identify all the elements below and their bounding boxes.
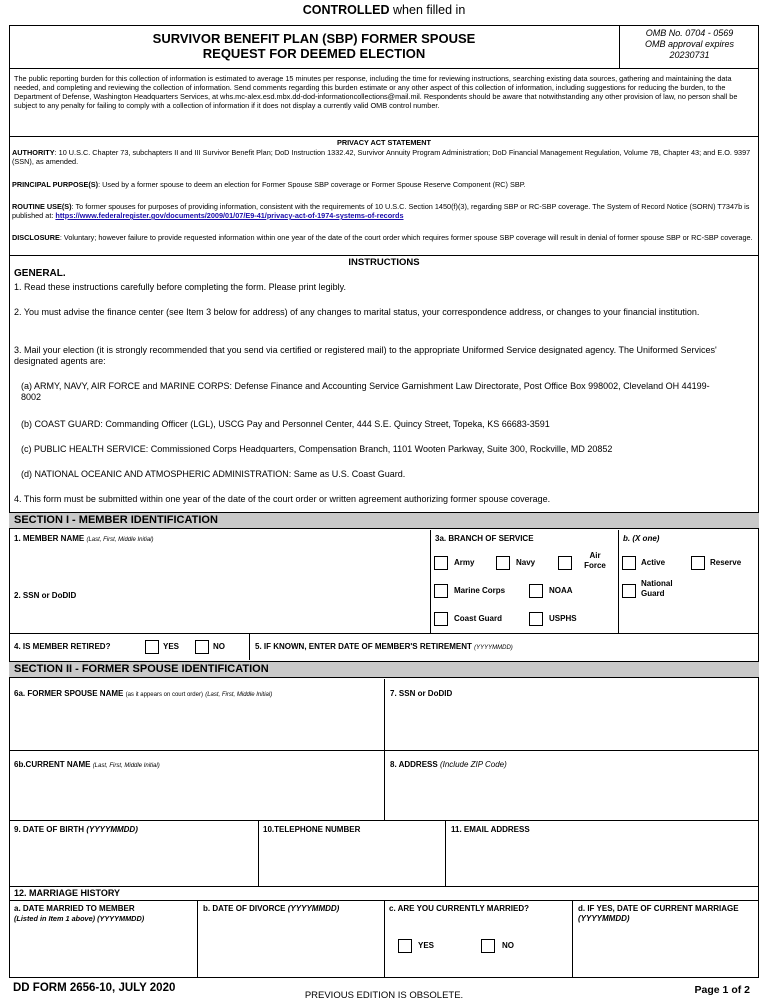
authority-text: : 10 U.S.C. Chapter 73, subchapters II and III Survivor Benefit Plan; DoD Instruction 1332.42, Survivor Annuity Program Administration; DoD Financial Management Regulation, Volume 7B, Chapter 43; and E.O. 9397 (SSN), as amended. (12, 148, 751, 166)
coast-guard-label: Coast Guard (454, 614, 503, 623)
omb-date: 20230731 (669, 50, 710, 60)
ssn-field[interactable] (14, 603, 424, 631)
divider (9, 68, 759, 69)
dob-label (14, 825, 138, 835)
obsolete-notice: PREVIOUS EDITION IS OBSOLETE. (304, 990, 464, 1001)
purpose-text: : Used by a former spouse to deem an election for Former Spouse SBP coverage or Former Spouse Reserve Component (RC) SBP. (98, 180, 526, 189)
marriage-history-label: 12. MARRIAGE HISTORY (14, 888, 121, 898)
currently-married-label: c. ARE YOU CURRENTLY MARRIED? (389, 904, 530, 913)
general-heading: GENERAL. (14, 268, 66, 279)
omb-number: OMB No. 0704 - 0569 (645, 28, 734, 38)
date-married-field[interactable] (14, 926, 194, 976)
divider (618, 530, 619, 633)
sorn-link[interactable]: https://www.federalregister.gov/documents/2009/01/07/E9-41/privacy-act-of-1974-systems-of-records (55, 211, 404, 220)
army-checkbox[interactable] (434, 556, 448, 570)
ssn-label: 2. SSN or DoDID (14, 591, 77, 600)
air-force-checkbox[interactable] (558, 556, 572, 570)
instruction-4: 4. This form must be submitted within one year of the date of the court order or written agreement authorizing former spouse coverage. (14, 494, 551, 504)
navy-label: Navy (516, 558, 536, 567)
controlled-banner (0, 3, 768, 17)
disclosure-label: DISCLOSURE (12, 233, 60, 242)
phone-field[interactable] (263, 838, 441, 883)
disclosure-text: : Voluntary; however failure to provide requested information within one year of the date of the court order which requires former spouse SBP coverage will result in denial of former spouse SBP or RC-SBP coverage. (59, 233, 753, 242)
divider (258, 820, 259, 886)
title-line-2: REQUEST FOR DEEMED ELECTION (202, 46, 426, 61)
purpose-label: PRINCIPAL PURPOSE(S) (12, 180, 99, 189)
noaa-label: NOAA (549, 586, 573, 595)
national-guard-checkbox[interactable] (622, 584, 636, 598)
address-field[interactable] (390, 773, 755, 818)
instruction-3c: (c) PUBLIC HEALTH SERVICE: Commissioned Corps Headquarters, Compensation Branch, 1101 Wooten Parkway, Suite 300, Rockville, MD 20852 (21, 444, 613, 454)
retired-label: 4. IS MEMBER RETIRED? (14, 642, 111, 651)
routine-text: : To former spouses for purposes of providing information, consistent with the requirements of 10 U.S.C. Section 1450(f)(3), regarding SBP or RC-SBP coverage. The System of Record Notice (SORN) T7347b is published at: (12, 202, 750, 220)
member-name-label (14, 534, 154, 545)
instructions-heading: INSTRUCTIONS (348, 257, 420, 268)
national-guard-label: National Guard (641, 579, 673, 598)
member-name-field[interactable] (14, 547, 424, 579)
privacy-routine (12, 202, 756, 220)
active-checkbox[interactable] (622, 556, 636, 570)
dob-field[interactable] (14, 838, 254, 883)
privacy-purpose (12, 180, 756, 189)
controlled-label: CONTROLLED (302, 3, 390, 17)
usphs-label: USPHS (549, 614, 577, 623)
member-name-hint: (Last, First, Middle Initial) (86, 537, 154, 543)
retired-no-checkbox[interactable] (195, 640, 209, 654)
section-1-title: SECTION I - MEMBER IDENTIFICATION (14, 514, 218, 526)
controlled-suffix: when filled in (393, 3, 466, 17)
email-label: 11. EMAIL ADDRESS (451, 825, 530, 834)
fs-name-label (14, 689, 272, 700)
reserve-checkbox[interactable] (691, 556, 705, 570)
retire-date-caption: 5. IF KNOWN, ENTER DATE OF MEMBER'S RETIREMENT (255, 642, 472, 651)
instruction-2: 2. You must advise the finance center (see Item 3 below for address) of any changes to marital status, your correspondence address, or changes to your financial institution. (14, 307, 700, 317)
reserve-label: Reserve (710, 558, 742, 567)
current-name-field[interactable] (14, 773, 379, 818)
burden-statement: The public reporting burden for this collection of information is estimated to average 15 minutes per response, including the time for reviewing instructions, searching existing data sources, gathering and maintaining the data needed, and completing and reviewing the collection of information. Send comments regarding this burden estimate or any other aspect of this collection of information, including suggestions for reducing the burden, to the Department of Defense, Washington Headquarters Services, at whs.mc-alex.esd.mbx.dd-dod-informationcollections@mail.mil. Respondents should be aware that notwithstanding any other provision of law, no person shall be subject to any penalty for failing to comply with a collection of information if it does not display a currently valid OMB control number. (14, 74, 738, 110)
address-label (390, 760, 507, 770)
retire-date-hint: (YYYYMMDD) (474, 645, 513, 651)
married-no-label: NO (502, 941, 514, 950)
married-yes-checkbox[interactable] (398, 939, 412, 953)
divider (9, 886, 759, 887)
date-married-hint: (Listed in Item 1 above) (YYYYMMDD) (14, 914, 145, 923)
branch-label: 3a. BRANCH OF SERVICE (435, 534, 534, 543)
privacy-authority (12, 148, 756, 166)
retired-no-label: NO (213, 642, 225, 651)
instruction-1: 1. Read these instructions carefully before completing the form. Please print legibly. (14, 282, 347, 292)
status-label: b. (X one) (623, 534, 660, 543)
instruction-3: 3. Mail your election (it is strongly recommended that you send via certified or registered mail) to the appropriate Uniformed Service designated agency. The Uniformed Services' designated agents are: (14, 345, 717, 366)
current-marriage-field[interactable] (578, 930, 754, 976)
current-name-caption: 6b.CURRENT NAME (14, 760, 91, 769)
phone-label: 10.TELEPHONE NUMBER (263, 825, 361, 834)
section-2-title: SECTION II - FORMER SPOUSE IDENTIFICATION (14, 663, 269, 675)
routine-label: ROUTINE USE(S) (12, 202, 72, 211)
married-yes-label: YES (418, 941, 435, 950)
coast-guard-checkbox[interactable] (434, 612, 448, 626)
address-caption: 8. ADDRESS (390, 760, 438, 769)
marine-corps-label: Marine Corps (454, 586, 506, 595)
current-marriage-label (578, 904, 754, 924)
member-name-caption: 1. MEMBER NAME (14, 534, 85, 543)
current-marriage-caption: d. IF YES, DATE OF CURRENT MARRIAGE (578, 904, 739, 913)
usphs-checkbox[interactable] (529, 612, 543, 626)
retired-yes-checkbox[interactable] (145, 640, 159, 654)
fs-name-field[interactable] (14, 702, 379, 748)
divider (9, 633, 759, 634)
divider (9, 255, 759, 256)
current-name-hint: (Last, First, Middle Initial) (92, 763, 160, 769)
noaa-checkbox[interactable] (529, 584, 543, 598)
divorce-date-field[interactable] (203, 918, 379, 976)
active-label: Active (641, 558, 666, 567)
section-2-header (9, 661, 759, 678)
email-field[interactable] (451, 838, 754, 883)
dob-hint: (YYYYMMDD) (86, 825, 138, 834)
omb-block (620, 28, 759, 61)
current-name-label (14, 760, 160, 771)
fs-ssn-field[interactable] (390, 702, 755, 748)
married-no-checkbox[interactable] (481, 939, 495, 953)
title-line-1: SURVIVOR BENEFIT PLAN (SBP) FORMER SPOUSE (152, 31, 476, 46)
divider (572, 900, 573, 978)
divider (384, 900, 385, 978)
divider (197, 900, 198, 978)
air-force-label: Air Force (584, 551, 606, 570)
divider (9, 136, 759, 137)
fs-name-hint-2: (Last, First, Middle Initial) (205, 692, 273, 698)
fs-name-hint-1: (as it appears on court order) (125, 692, 203, 698)
divider (9, 820, 759, 821)
instruction-3d: (d) NATIONAL OCEANIC AND ATMOSPHERIC ADMINISTRATION: Same as U.S. Coast Guard. (21, 469, 406, 479)
privacy-heading: PRIVACY ACT STATEMENT (336, 138, 432, 147)
dob-caption: 9. DATE OF BIRTH (14, 825, 85, 834)
omb-expires: OMB approval expires (644, 39, 735, 49)
divider (430, 530, 431, 633)
divorce-date-hint: (YYYYMMDD) (287, 904, 340, 913)
section-1-header (9, 512, 759, 529)
instruction-3a: (a) ARMY, NAVY, AIR FORCE and MARINE CORPS: Defense Finance and Accounting Service Garnishment Law Directorate, Post Office Box 998002, Cleveland OH 44199-8002 (21, 381, 710, 402)
marine-corps-checkbox[interactable] (434, 584, 448, 598)
address-hint: (Include ZIP Code) (439, 760, 507, 769)
divider (249, 633, 250, 660)
form-title (9, 25, 619, 68)
divider (445, 820, 446, 886)
authority-label: AUTHORITY (12, 148, 55, 157)
instruction-3b: (b) COAST GUARD: Commanding Officer (LGL), USCG Pay and Personnel Center, 444 S.E. Quincy Street, Topeka, KS 66683-3591 (21, 419, 550, 429)
form-id: DD FORM 2656-10, JULY 2020 (13, 982, 176, 994)
army-label: Army (454, 558, 475, 567)
privacy-disclosure (12, 233, 756, 242)
fs-ssn-label: 7. SSN or DoDID (390, 689, 453, 698)
divider (9, 750, 759, 751)
navy-checkbox[interactable] (496, 556, 510, 570)
fs-name-caption: 6a. FORMER SPOUSE NAME (14, 689, 124, 698)
page-number: Page 1 of 2 (694, 984, 750, 996)
retired-yes-label: YES (163, 642, 180, 651)
divorce-date-label (203, 904, 339, 914)
current-marriage-hint: (YYYYMMDD) (578, 914, 630, 923)
date-married-label: a. DATE MARRIED TO MEMBER (14, 904, 135, 913)
retire-date-label (255, 642, 513, 653)
divorce-date-caption: b. DATE OF DIVORCE (203, 904, 286, 913)
retire-date-field[interactable] (560, 636, 755, 658)
